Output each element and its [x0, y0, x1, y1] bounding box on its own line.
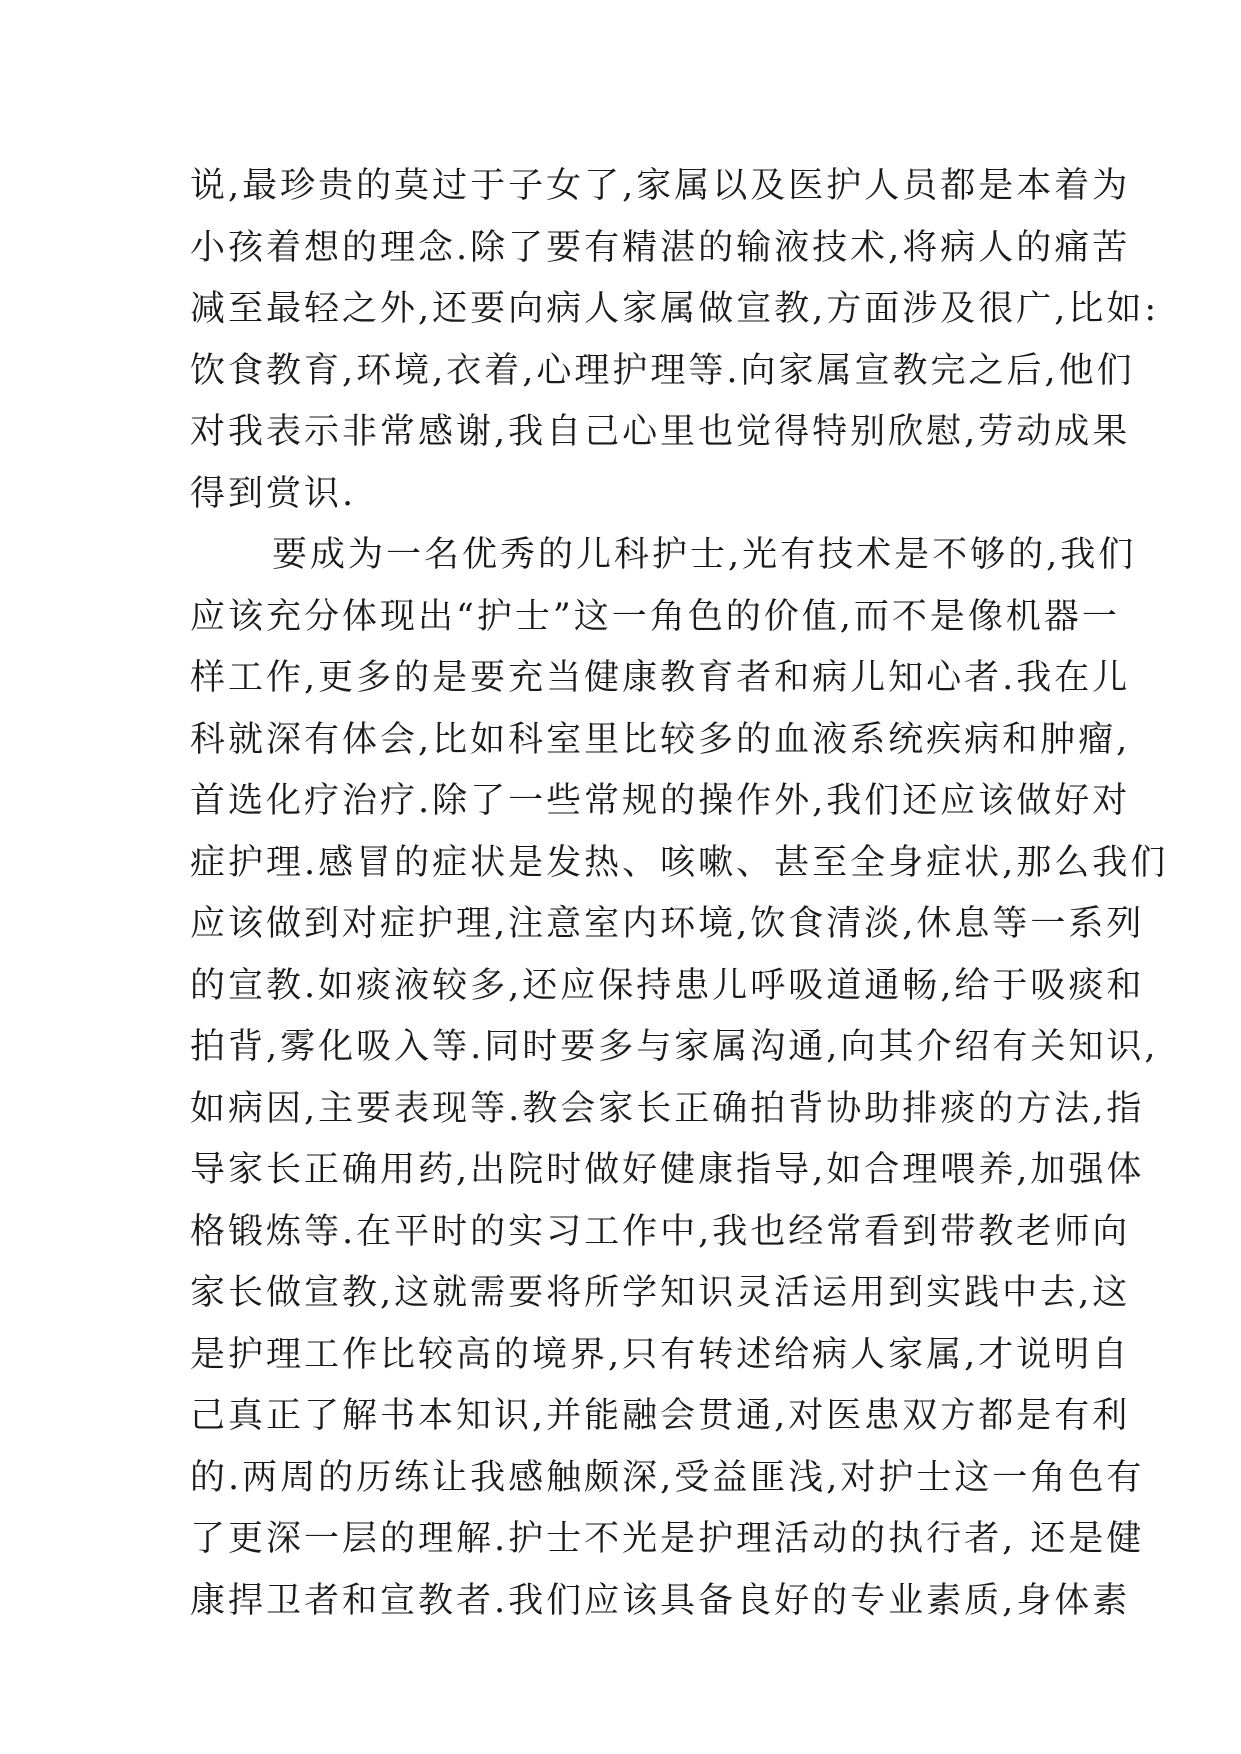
text-line: 应该充分体现出“护士”这一角色的价值,而不是像机器一 [190, 596, 1120, 637]
text-line: 家长做宣教,这就需要将所学知识灵活运用到实践中去,这 [190, 1273, 1131, 1313]
text-line: 小孩着想的理念.除了要有精湛的输液技术,将病人的痛苦 [190, 227, 1131, 268]
body-text [190, 156, 1169, 1632]
text-line: 己真正了解书本知识,并能融会贯通,对医患双方都是有利 [190, 1396, 1131, 1436]
text-line: 了更深一层的理解.护士不光是护理活动的执行者, 还是健 [190, 1519, 1145, 1559]
text-line: 是护理工作比较高的境界,只有转述给病人家属,才说明自 [190, 1334, 1131, 1375]
text-line: 对我表示非常感谢,我自己心里也觉得特别欣慰,劳动成果 [190, 412, 1131, 452]
text-line: 应该做到对症护理,注意室内环境,饮食清淡,休息等一系列 [190, 904, 1145, 944]
paragraph-first-line: 要成为一名优秀的儿科护士,光有技术是不够的,我们 [272, 535, 1137, 575]
text-line: 的.两周的历练让我感触颇深,受益匪浅,对护士这一角色有 [190, 1457, 1145, 1498]
text-line: 说,最珍贵的莫过于子女了,家属以及医护人员都是本着为 [190, 166, 1131, 206]
text-line: 导家长正确用药,出院时做好健康指导,如合理喂养,加强体 [190, 1150, 1145, 1190]
text-line: 拍背,雾化吸入等.同时要多与家属沟通,向其介绍有关知识, [190, 1027, 1159, 1067]
text-line: 症护理.感冒的症状是发热、咳嗽、甚至全身症状,那么我们 [190, 842, 1169, 883]
text-line: 样工作,更多的是要充当健康教育者和病儿知心者.我在儿 [190, 658, 1131, 698]
text-line: 康捍卫者和宣教者.我们应该具备良好的专业素质,身体素 [190, 1580, 1131, 1621]
text-line: 得到赏识. [190, 473, 357, 514]
text-line: 首选化疗治疗.除了一些常规的操作外,我们还应该做好对 [190, 781, 1131, 821]
text-line: 的宣教.如痰液较多,还应保持患儿呼吸道通畅,给于吸痰和 [190, 965, 1145, 1006]
text-line: 饮食教育,环境,衣着,心理护理等.向家属宣教完之后,他们 [190, 350, 1135, 391]
text-line: 如病因,主要表现等.教会家长正确拍背协助排痰的方法,指 [190, 1088, 1145, 1129]
text-line: 格锻炼等.在平时的实习工作中,我也经常看到带教老师向 [190, 1211, 1131, 1252]
text-line: 科就深有体会,比如科室里比较多的血液系统疾病和肿瘤, [190, 719, 1131, 760]
text-line: 减至最轻之外,还要向病人家属做宣教,方面涉及很广,比如: [190, 289, 1160, 329]
